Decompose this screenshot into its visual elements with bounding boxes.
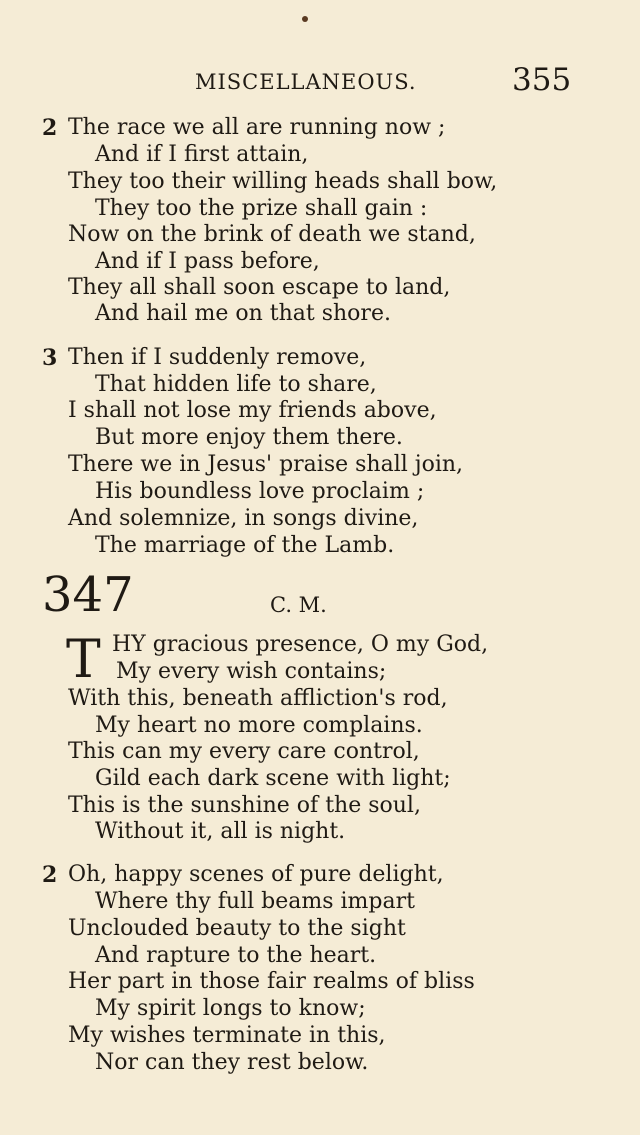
verse-line: And hail me on that shore. [95,301,391,326]
verse-line: They all shall soon escape to land, [68,275,451,300]
verse-line: This can my every care control, [68,739,420,764]
drop-cap: T [66,630,101,690]
verse-line: They too their willing heads shall bow, [68,169,498,194]
verse-line: Unclouded beauty to the sight [68,916,406,941]
running-header: MISCELLANEOUS. [195,70,417,94]
verse-line: Her part in those fair realms of bliss [68,969,475,994]
verse-line: Without it, all is night. [95,819,346,844]
verse-line: The race we all are running now ; [68,115,446,140]
verse-line: Then if I suddenly remove, [68,345,367,370]
stanza-number: 3 [42,345,58,371]
hymn-number: 347 [42,567,134,623]
verse-line: There we in Jesus' praise shall join, [68,452,464,477]
verse-line: And if I pass before, [95,249,320,274]
verse-line: With this, beneath affliction's rod, [68,686,448,711]
verse-line: Nor can they rest below. [95,1050,369,1075]
stanza-number: 2 [42,862,58,888]
verse-line: My wishes terminate in this, [68,1023,386,1048]
page-number: 355 [512,62,572,98]
verse-line: Gild each dark scene with light; [95,766,451,791]
hymn-meter: C. M. [270,593,327,617]
verse-line: They too the prize shall gain : [95,196,428,221]
verse-line: Now on the brink of death we stand, [68,222,476,247]
verse-line: I shall not lose my friends above, [68,398,437,423]
verse-line: Where thy full beams impart [95,889,415,914]
verse-line: That hidden life to share, [95,372,377,397]
verse-line: My spirit longs to know; [95,996,366,1021]
verse-line: My every wish contains; [116,659,387,684]
verse-line: Oh, happy scenes of pure delight, [68,862,444,887]
verse-line: But more enjoy them there. [95,425,403,450]
verse-line: My heart no more complains. [95,713,423,738]
verse-line: And rapture to the heart. [95,943,377,968]
ink-dot [302,16,308,22]
verse-line: His boundless love proclaim ; [95,479,425,504]
verse-line: And if I first attain, [95,142,309,167]
verse-line: And solemnize, in songs divine, [68,506,419,531]
stanza-number: 2 [42,115,58,141]
verse-line: This is the sunshine of the soul, [68,793,421,818]
verse-line: The marriage of the Lamb. [95,533,395,558]
verse-line: HY gracious presence, O my God, [112,632,489,657]
